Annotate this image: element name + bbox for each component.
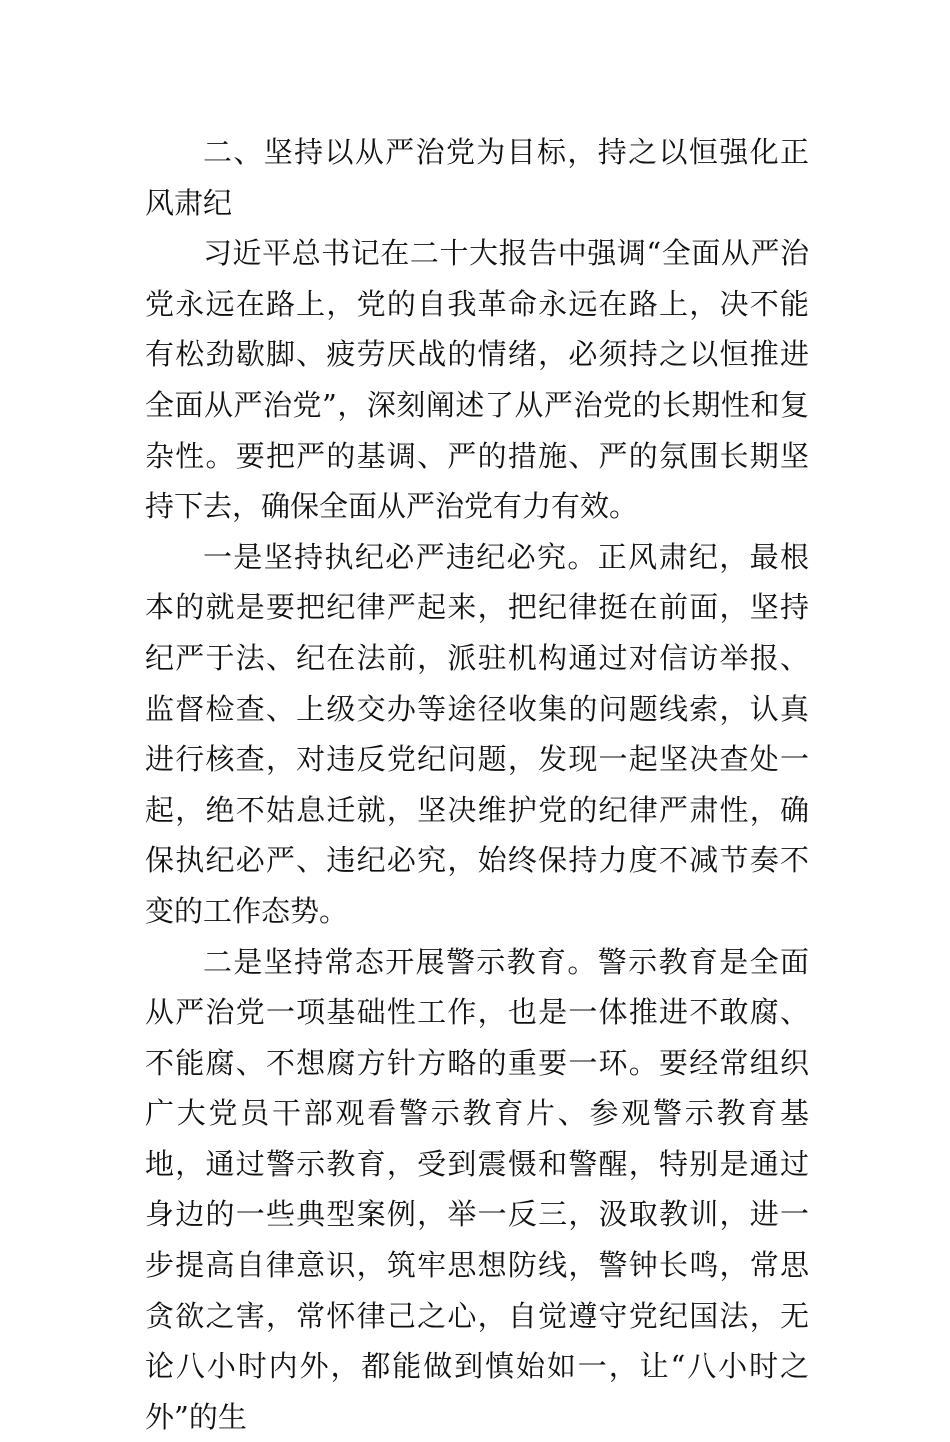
paragraph-point-two: 二是坚持常态开展警示教育。警示教育是全面从严治党一项基础性工作，也是一体推进不敢腐、不能腐、不想腐方针方略的重要一环。要经常组织广大党员干部观看警示教育片、参观警示教育基地，通过警示教育，受到震慑和警醒，特别是通过身边的一些典型案例，举一反三，汲取教训，进一步提高自律意识，筑牢思想防线，警钟长鸣，常思贪欲之害，常怀律己之心，自觉遵守党纪国法，无论八小时内外，都能做到慎始如一，让“八小时之外”的生	[145, 937, 809, 1442]
paragraph-intro: 习近平总书记在二十大报告中强调“全面从严治党永远在路上，党的自我革命永远在路上，决不能有松劲歇脚、疲劳厌战的情绪，必须持之以恒推进全面从严治党”，深刻阐述了从严治党的长期性和复杂性。要把严的基调、严的措施、严的氛围长期坚持下去，确保全面从严治党有力有效。	[145, 228, 809, 532]
section-heading: 二、坚持以从严治党为目标，持之以恒强化正风肃纪	[145, 127, 809, 228]
document-body	[145, 127, 809, 1442]
paragraph-point-one: 一是坚持执纪必严违纪必究。正风肃纪，最根本的就是要把纪律严起来，把纪律挺在前面，坚持纪严于法、纪在法前，派驻机构通过对信访举报、监督检查、上级交办等途径收集的问题线索，认真进行核查，对违反党纪问题，发现一起坚决查处一起，绝不姑息迁就，坚决维护党的纪律严肃性，确保执纪必严、违纪必究，始终保持力度不减节奏不变的工作态势。	[145, 532, 809, 937]
